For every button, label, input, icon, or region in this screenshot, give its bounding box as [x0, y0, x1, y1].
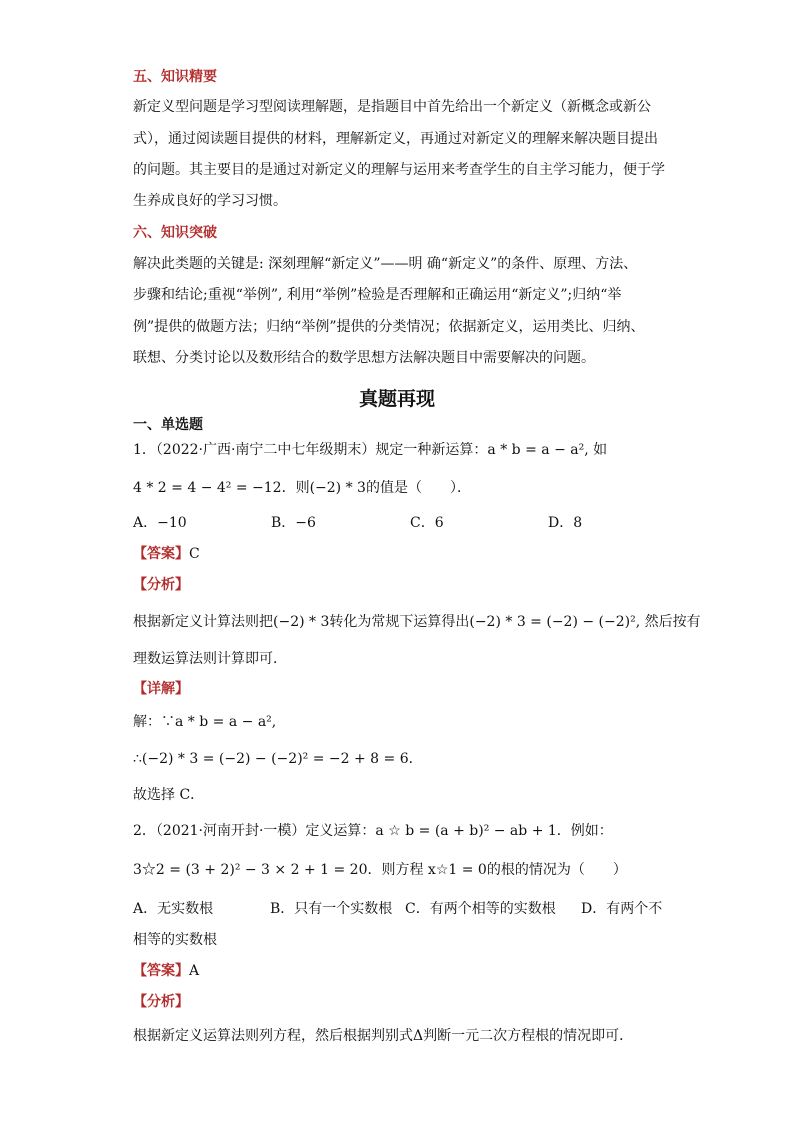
q2-line-1: 2．（2021·河南开封·一模）定义运算：a ☆ b = (a + b)² − ab + 1．例如：: [133, 823, 613, 839]
section5-line-4: 生养成良好的学习习惯。: [133, 193, 287, 209]
sub-heading: 一、单选题: [133, 417, 203, 433]
q1-analysis-label: 【分析】: [133, 577, 189, 593]
q1-line-2: 4 * 2 = 4 − 4² = −12．则(−2) * 3的值是（ ）．: [133, 480, 471, 496]
section6-line-1: 解决此类题的关键是: 深刻理解“新定义”——明 确“新定义”的条件、原理、方法、: [133, 256, 638, 272]
section6-line-4: 联想、分类讨论以及数形结合的数学思想方法解决题目中需要解决的问题。: [133, 350, 595, 366]
q2-answer: [133, 962, 199, 980]
q2-line-2: 3☆2 = (3 + 2)² − 3 × 2 + 1 = 20．则方程 x☆1 = 0的根的情况为（ ）: [133, 862, 627, 878]
q2-option-a: A．无实数根: [133, 901, 214, 917]
section5-line-3: 的问题。其主要目的是通过对新定义的理解与运用来考查学生的自主学习能力，便于学: [133, 162, 665, 178]
q1-line-1: 1．（2022·广西·南宁二中七年级期末）规定一种新运算：a * b = a − a², 如: [133, 442, 608, 458]
q2-option-b: B．只有一个实数根: [270, 901, 393, 917]
main-title: 真题再现: [358, 388, 435, 410]
q1-option-c: C．6: [410, 515, 444, 531]
q1-answer-value: C: [189, 546, 200, 562]
section5-line-2: 式），通过阅读题目提供的材料，理解新定义，再通过对新定义的理解来解决题目提出: [133, 131, 658, 147]
section6-heading: 六、知识突破: [133, 225, 217, 241]
q1-analysis-line-1: 根据新定义计算法则把(−2) * 3转化为常规下运算得出(−2) * 3 = (−2) − (−2)², 然后按有: [133, 614, 701, 630]
q2-option-d-wrap: 相等的实数根: [133, 932, 217, 948]
q2-option-d: D．有两个不: [581, 901, 663, 917]
section6-line-2: 步骤和结论;重视“举例”, 利用“举例”检验是否理解和正确运用“新定义”;归纳“举: [133, 287, 622, 303]
section5-line-1: 新定义型问题是学习型阅读理解题，是指题目中首先给出一个新定义（新概念或新公: [133, 99, 651, 115]
q1-detail-line-3: 故选择 C．: [133, 787, 205, 803]
q2-option-c: C．有两个相等的实数根: [405, 901, 556, 917]
q1-detail-line-2: ∴(−2) * 3 = (−2) − (−2)² = −2 + 8 = 6．: [133, 751, 423, 767]
q1-option-b: B．−6: [271, 515, 316, 531]
q1-answer-label: 【答案】: [133, 546, 189, 562]
q1-detail-label: 【详解】: [133, 681, 189, 697]
section6-line-3: 例”提供的做题方法；归纳“举例”提供的分类情况；依据新定义，运用类比、归纳、: [133, 319, 645, 335]
q2-answer-label: 【答案】: [133, 963, 189, 979]
section5-heading: 五、知识精要: [133, 69, 217, 85]
q2-analysis-label: 【分析】: [133, 994, 189, 1010]
q1-answer: [133, 545, 200, 563]
q1-analysis-line-2: 理数运算法则计算即可．: [133, 651, 287, 667]
q2-analysis-line-1: 根据新定义运算法则列方程，然后根据判别式Δ判断一元二次方程根的情况即可．: [133, 1028, 634, 1044]
q1-option-a: A．−10: [133, 515, 187, 531]
q2-answer-value: A: [189, 963, 200, 979]
q1-detail-line-1: 解：∵a * b = a − a²,: [133, 714, 277, 730]
q1-option-d: D．8: [548, 515, 583, 531]
